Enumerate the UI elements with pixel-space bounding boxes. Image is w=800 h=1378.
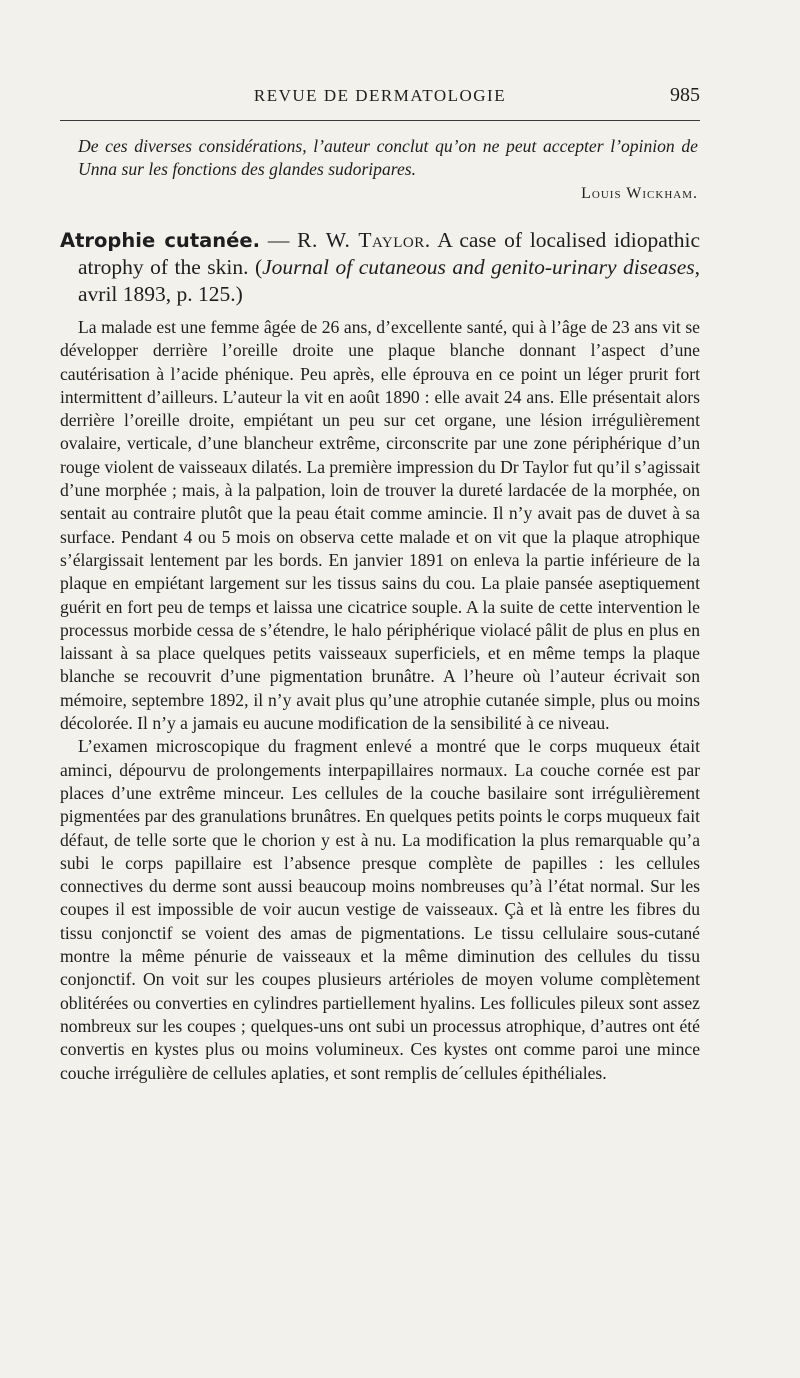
article-body: [60, 316, 700, 1085]
article-heading: [60, 227, 700, 308]
document-page: [60, 86, 700, 1085]
heading-dash: —: [260, 228, 298, 252]
article-source: Journal of cutaneous and genito-urinary diseases: [262, 255, 695, 279]
page-number: 985: [670, 84, 700, 106]
running-title: REVUE DE DERMATOLOGIE: [253, 86, 507, 105]
body-paragraph-histology: L’examen microscopique du fragment enlevé a montré que le corps muqueux était aminci, dépourvu de prolongements interpapillaires normaux. La couche cornée est par places d’une extrême minceur. Les cellules de la couche basilaire sont irrégulièrement pigmentées par des granulations brunâtres. En quelques petits points le corps muqueux fait défaut, de telle sorte que le chorion y est à nu. La modification la plus remarquable qu’a subi le corps papillaire est l’absence presque complète de papilles : les cellules connectives du derme sont aussi beaucoup moins nombreuses qu’à l’état normal. Sur les coupes il est impossible de voir aucun vestige de vaisseaux. Çà et là entre les fibres du tissu conjonctif se voient des amas de pigmentations. Le tissu cellulaire sous-cutané montre la même pénurie de vaisseaux et la même diminution des cellules du tissu conjonctif. On voit sur les coupes plusieurs artérioles de moyen volume complètement oblitérées ou converties en cylindres partiellement hyalins. Les follicules pileux sont assez nombreux sur les coupes ; quelques-uns ont subi un processus atrophique, d’autres ont été convertis en kystes plus ou moins volumineux. Ces kystes ont comme paroi une mince couche irrégulière de cellules aplaties, et sont remplis de´cellules épithéliales.: [60, 736, 700, 1083]
previous-review-conclusion: De ces diverses considérations, l’auteur conclut qu’on ne peut accepter l’opinion de Unna sur les fonctions des glandes sudoripares.: [78, 136, 698, 179]
reviewer-signature: Louis Wickham.: [581, 185, 698, 202]
article-title: A case of localised idiopathic atrophy of the skin. (: [78, 228, 701, 279]
header-rule: [60, 120, 700, 121]
body-paragraph-clinical: La malade est une femme âgée de 26 ans, d’excellente santé, qui à l’âge de 23 ans vit se développer derrière l’oreille droite une plaque blanche donnant l’aspect d’une cautérisation à l’acide phénique. Peu après, elle éprouva en ce point un léger prurit fort intermittent d’ailleurs. L’auteur la vit en août 1890 : elle avait 24 ans. Elle présentait alors derrière l’oreille droite, empiétant un peu sur cet organe, une lésion irrégulièrement ovalaire, verticale, d’une blancheur extrême, circonscrite par une zone périphérique d’un rouge violent de vaisseaux dilatés. La première impression du Dr Taylor fut qu’il s’agissait d’une morphée ; mais, à la palpation, loin de trouver la dureté lardacée de la morphée, on sentait au contraire plutôt que la peau était comme amincie. Il n’y avait pas de duvet à sa surface. Pendant 4 ou 5 mois on observa cette malade et on vit que la plaque atrophique s’élargissait lentement par les bords. En janvier 1891 on enleva la partie inférieure de la plaque en empiétant largement sur les tissus sains du cou. La plaie pansée aseptiquement guérit en fort peu de temps et laissa une cicatrice souple. A la suite de cette intervention le processus morbide cessa de s’étendre, le halo périphérique violacé pâlit de plus en plus en laissant à sa place quelques petits vaisseaux superficiels, et en même temps la plaque blanche se recouvrit d’une pigmentation brunâtre. A l’heure où l’auteur écrivait son mémoire, septembre 1892, il n’y avait plus qu’une atrophie cutanée simple, plus ou moins décolorée. Il n’y a jamais eu aucune modification de la sensibilité à ce niveau.: [60, 317, 700, 734]
article-citation: , avril 1893, p. 125.): [78, 255, 700, 306]
running-head: [60, 86, 700, 112]
article-topic: Atrophie cutanée.: [60, 229, 261, 252]
article-author: R. W. Taylor.: [297, 228, 431, 252]
